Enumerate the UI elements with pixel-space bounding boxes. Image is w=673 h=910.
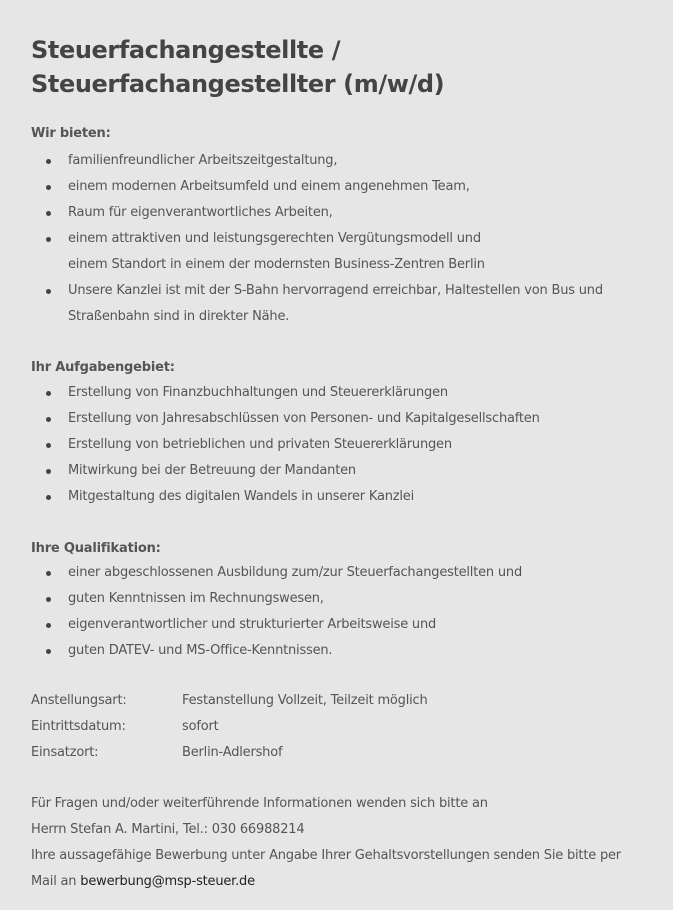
employment-type-row <box>31 688 428 714</box>
list-item: einem modernen Arbeitsumfeld und einem angenehmen Team, <box>31 174 641 200</box>
list-item: guten Kenntnissen im Rechnungswesen, <box>31 586 641 612</box>
contact-line-1: Für Fragen und/oder weiterführende Informationen wenden sich bitte an <box>31 796 488 811</box>
list-item: Unsere Kanzlei ist mit der S-Bahn hervorragend erreichbar, Haltestellen von Bus und Straßenbahn sind in direkter Nähe. <box>31 278 641 330</box>
start-date-row <box>31 714 219 740</box>
list-item: Erstellung von Finanzbuchhaltungen und Steuererklärungen <box>31 380 641 406</box>
contact-line-4 <box>31 869 651 895</box>
employment-type-value: Festanstellung Vollzeit, Teilzeit möglich <box>182 693 428 708</box>
contact-line-3: Ihre aussagefähige Bewerbung unter Angabe Ihrer Gehaltsvorstellungen senden Sie bitte per <box>31 848 621 863</box>
location-value: Berlin-Adlershof <box>182 745 283 760</box>
start-date-label: Eintrittsdatum: <box>31 719 126 734</box>
list-item: einer abgeschlossenen Ausbildung zum/zur Steuerfachangestellten und <box>31 560 641 586</box>
email-link[interactable]: bewerbung@msp-steuer.de <box>80 874 255 889</box>
list-item: einem attraktiven und leistungsgerechten Vergütungsmodell und einem Standort in einem der modernsten Business-Zentren Berlin <box>31 226 508 278</box>
location-label: Einsatzort: <box>31 745 99 760</box>
list-item: Raum für eigenverantwortliches Arbeiten, <box>31 200 641 226</box>
list-item: guten DATEV- und MS-Office-Kenntnissen. <box>31 638 641 664</box>
tasks-list <box>31 380 641 510</box>
list-item: Mitgestaltung des digitalen Wandels in unserer Kanzlei <box>31 484 641 510</box>
location-row <box>31 740 282 766</box>
contact-line-2: Herrn Stefan A. Martini, Tel.: 030 66988214 <box>31 822 305 837</box>
page-title: Steuerfachangestellte / Steuerfachangestellter (m/w/d) <box>31 36 445 98</box>
employment-type-label: Anstellungsart: <box>31 693 127 708</box>
contact-section <box>31 791 651 895</box>
offer-list <box>31 148 641 330</box>
start-date-value: sofort <box>182 719 219 734</box>
list-item: eigenverantwortlicher und strukturierter Arbeitsweise und <box>31 612 641 638</box>
tasks-heading: Ihr Aufgabengebiet: <box>31 360 175 375</box>
offer-heading: Wir bieten: <box>31 126 111 141</box>
list-item: familienfreundlicher Arbeitszeitgestaltung, <box>31 148 641 174</box>
mail-prefix: Mail an <box>31 874 81 889</box>
list-item: Mitwirkung bei der Betreuung der Mandanten <box>31 458 641 484</box>
qualification-heading: Ihre Qualifikation: <box>31 541 161 556</box>
qualification-list <box>31 560 641 664</box>
list-item: Erstellung von Jahresabschlüssen von Personen- und Kapitalgesellschaften <box>31 406 641 432</box>
list-item: Erstellung von betrieblichen und privaten Steuererklärungen <box>31 432 641 458</box>
